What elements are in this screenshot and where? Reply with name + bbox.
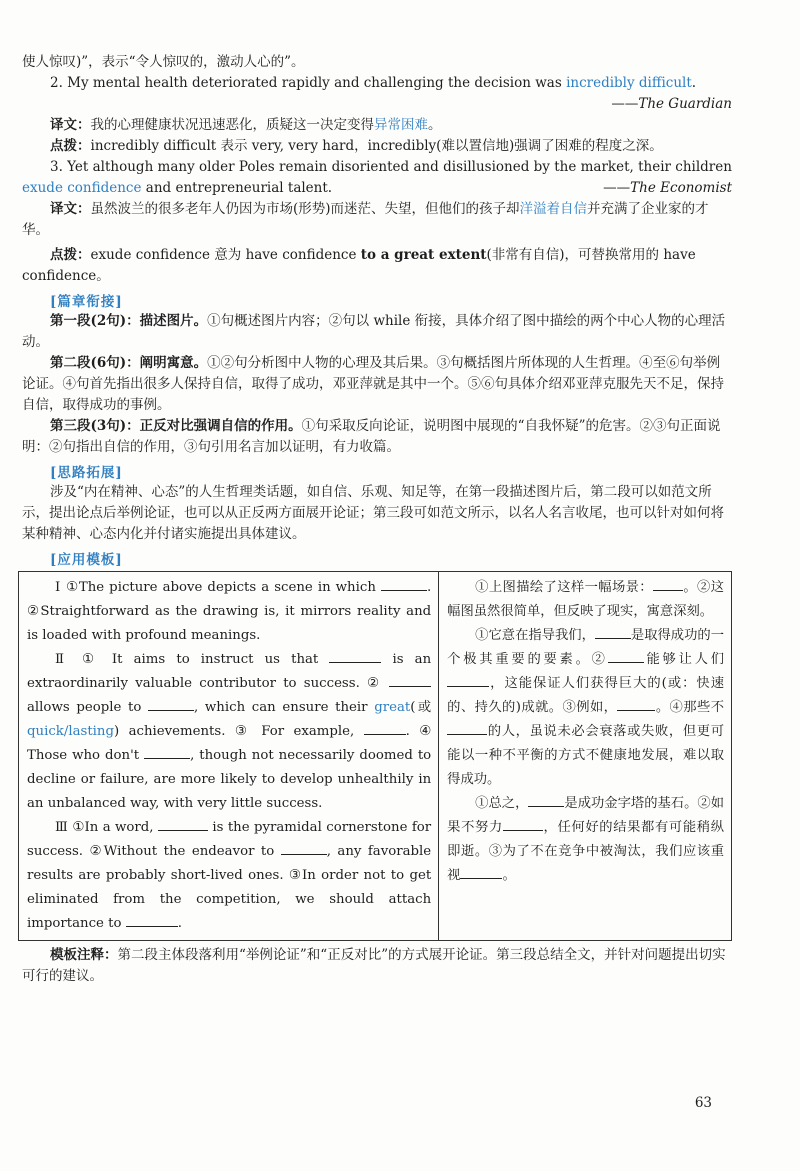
template-note: 模板注释：第二段主体段落利用“举例论证”和“正反对比”的方式展开论证。第三段总结全文，并针对问题提出切实可行的建议。 [22,947,726,984]
template-en-para-1: Ⅰ ①The picture above depicts a scene in which . ②Straightforward as the drawing is, it mirrors reality and is loaded with profound meanings. [27,576,431,648]
fill-blank [653,576,683,591]
template-en-para-2: Ⅱ ① It aims to instruct us that is an extraordinarily valuable contributor to success. ② allows people to , which can ensure their great(或quick/lasting) achievements. ③ For example, . ④ Those who don't , though not necessarily doomed to decline or failure, are more likely to develop unhealthily in an unbalanced way, with very little success. [27,648,431,816]
paragraph-analysis-2: 第二段(6句)：阐明寓意。①②句分析图中人物的心理及其后果。③句概括图片所体现的人生哲理。④至⑥句举例论证。④句首先指出很多人保持自信，取得了成功，邓亚萍就是其中一个。⑤⑥句具体介绍邓亚萍克服先天不足，保持自信，取得成功的事例。 [22,355,724,413]
highlight-phrase: 洋溢着自信 [519,201,588,217]
template-cn-para-1: ①上图描绘了这样一幅场景： 。②这幅图虽然很简单，但反映了现实，寓意深刻。 [447,576,724,624]
highlight-phrase: exude confidence [22,180,142,196]
template-chinese-column [439,572,732,941]
fill-blank [503,816,543,831]
fill-blank [381,576,427,591]
fill-blank [608,648,644,663]
fill-blank [144,744,190,759]
section-heading: [思路拓展] [50,465,123,481]
fill-blank [595,624,631,639]
fill-blank [617,696,655,711]
highlight-phrase: incredibly difficult [566,75,692,91]
paragraph-analysis-1: 第一段(2句)：描述图片。①句概述图片内容；②句以 while 衔接，具体介绍了图中描绘的两个中心人物的心理活动。 [22,313,726,350]
example-sentence-2: 2. My mental health deteriorated rapidly and challenging the decision was incredibly difficult. [50,75,697,91]
expansion-text: 涉及“内在精神、心态”的人生哲理类话题，如自信、乐观、知足等，在第一段描述图片后，第二段可以如范文所示，提出论点后举例论证，也可以从正反两方面展开论证；第三段可如范文所示，以名人名言收尾，也可以针对如何将某种精神、心态内化并付诸实施提出具体建议。 [22,484,724,542]
fill-blank [528,792,564,807]
template-cn-para-3: ①总之， 是成功金字塔的基石。②如果不努力 ，任何好的结果都有可能稍纵即逝。③为了不在竞争中被淘汰，我们应该重视 。 [447,792,724,888]
page-number: 63 [694,1095,712,1111]
comment-2: 点拨：incredibly difficult 表示 very, very hard，incredibly(难以置信地)强调了困难的程度之深。 [50,138,663,154]
fill-blank [281,840,327,855]
fill-blank [447,672,489,687]
example-sentence-3: 3. Yet although many older Poles remain disoriented and disillusioned by the market, their children exude confidence and entrepreneurial talent. [22,159,732,196]
fill-blank [460,864,502,879]
fill-blank [148,696,194,711]
section-heading: [应用模板] [50,552,123,568]
source-citation: ——The Guardian [611,96,732,112]
comment-3: 点拨：exude confidence 意为 have confidence to a great extent(非常有自信)，可替换常用的 have confidence。 [22,247,696,284]
translation-3: 译文：虽然波兰的很多老年人仍因为市场(形势)而迷茫、失望，但他们的孩子却洋溢着自信并充满了企业家的才华。 [22,201,709,238]
page-content [22,52,732,987]
template-cn-para-2: ①它意在指导我们， 是取得成功的一个极其重要的要素。② 能够让人们，这能保证人们获得巨大的(或：快速的、持久的)成就。③例如， 。④那些不的人，虽说未必会衰落或失败，但更可能以一种不平衡的方式不健康地发展，难以取得成功。 [447,624,724,792]
fill-blank [329,648,381,663]
fill-blank [389,672,431,687]
text-line: 使人惊叹)”，表示“令人惊叹的，激动人心的”。 [22,54,305,70]
fill-blank [126,912,178,927]
template-english-column [19,572,439,941]
fill-blank [364,720,406,735]
highlight-phrase: 异常困难 [374,117,428,133]
template-en-para-3: Ⅲ ①In a word, is the pyramidal cornerstone for success. ②Without the endeavor to , any favorable results are probably short-lived ones. ③In order not to get eliminated from the competition, we should attach importance to . [27,816,431,936]
translation-2: 译文：我的心理健康状况迅速恶化，质疑这一决定变得异常困难。 [50,117,442,133]
section-heading: [篇章衔接] [50,294,123,310]
fill-blank [447,720,487,735]
template-table [18,571,732,941]
paragraph-analysis-3: 第三段(3句)：正反对比强调自信的作用。①句采取反向论证，说明图中展现的“自我怀疑”的危害。②③句正面说明：②句指出自信的作用，③句引用名言加以证明，有力收篇。 [22,418,721,455]
fill-blank [158,816,208,831]
source-citation: ——The Economist [603,180,732,196]
